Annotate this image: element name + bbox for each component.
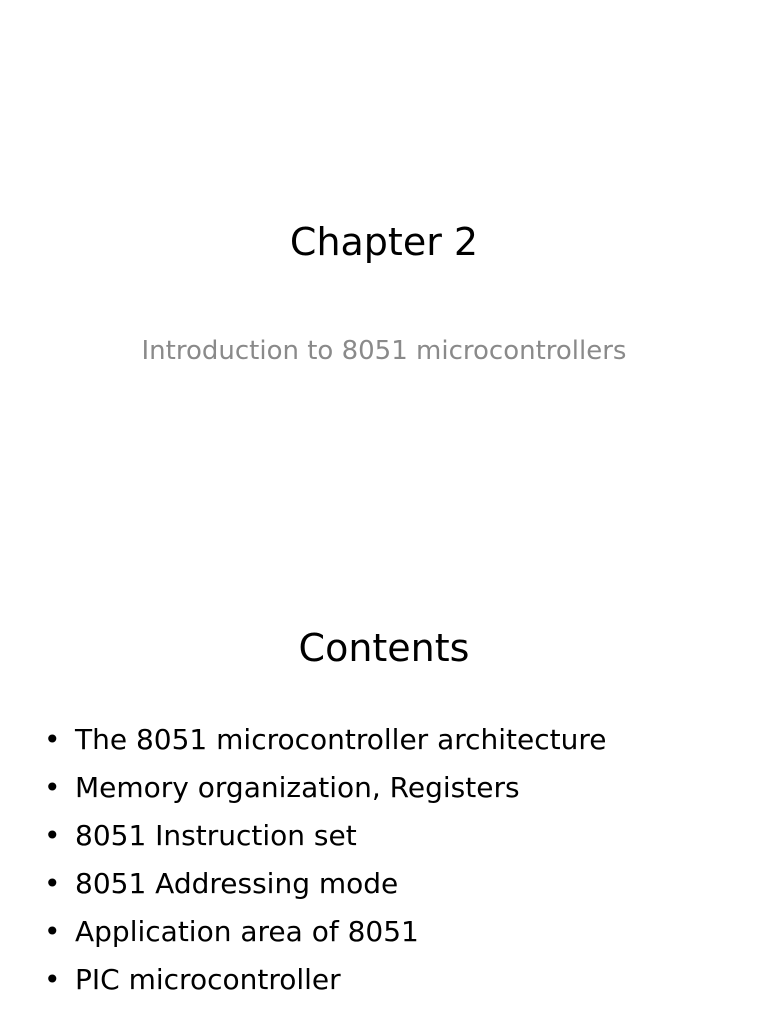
list-item-text: Application area of 8051 (75, 915, 419, 948)
list-item (44, 908, 607, 956)
list-item-text: 8051 Instruction set (75, 819, 357, 852)
bullet-icon: • (44, 963, 61, 996)
list-item-text: 8051 Addressing mode (75, 867, 399, 900)
slide-subtitle: Introduction to 8051 microcontrollers (141, 336, 627, 366)
bullet-icon: • (44, 771, 61, 804)
list-item-text: PIC microcontroller (75, 963, 341, 996)
contents-title: Contents (298, 626, 470, 670)
list-item (44, 812, 607, 860)
contents-slide (0, 560, 768, 1024)
list-item (44, 764, 607, 812)
bullet-icon: • (44, 915, 61, 948)
contents-list (44, 716, 607, 1004)
bullet-icon: • (44, 819, 61, 852)
bullet-icon: • (44, 867, 61, 900)
list-item (44, 860, 607, 908)
list-item-text: The 8051 microcontroller architecture (75, 723, 607, 756)
slide-title: Chapter 2 (289, 220, 479, 264)
list-item (44, 956, 607, 1004)
bullet-icon: • (44, 723, 61, 756)
list-item (44, 716, 607, 764)
list-item-text: Memory organization, Registers (75, 771, 520, 804)
